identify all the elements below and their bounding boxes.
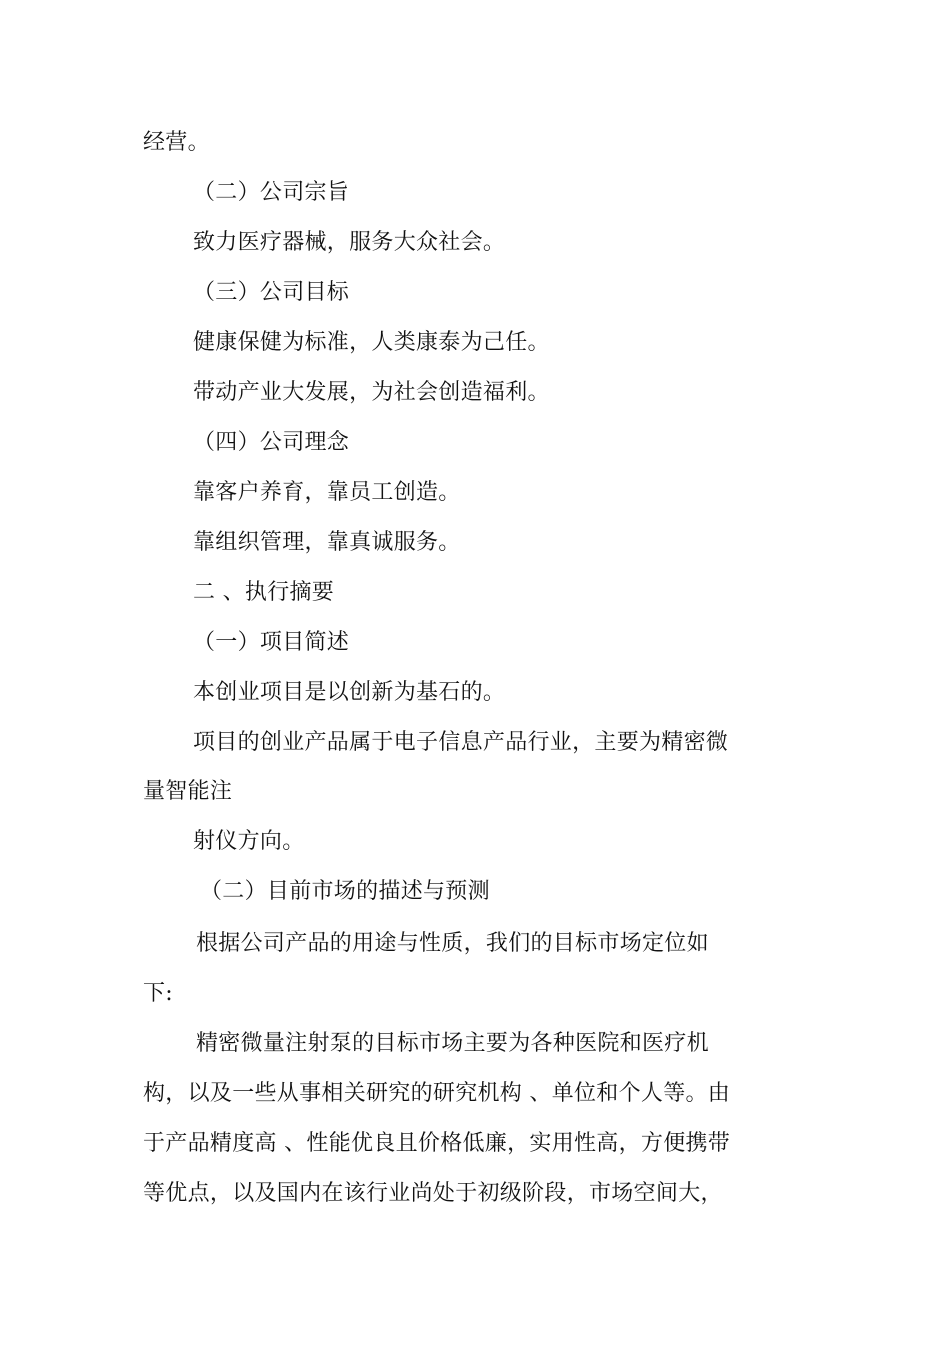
text-line-continuation: 经营。 — [143, 130, 210, 155]
section-heading-project-overview: （一）项目简述 — [193, 630, 350, 655]
paragraph-line: 靠组织管理，靠真诚服务。 — [193, 530, 461, 555]
section-heading-goal: （三）公司目标 — [193, 280, 350, 305]
paragraph-line: 靠客户养育，靠员工创造。 — [193, 480, 461, 505]
paragraph-line: 量智能注 — [143, 779, 233, 804]
paragraph-line: 致力医疗器械，服务大众社会。 — [193, 230, 506, 255]
paragraph-line: 构，以及一些从事相关研究的研究机构 、单位和个人等。由 — [143, 1081, 731, 1106]
section-heading-purpose: （二）公司宗旨 — [193, 180, 350, 205]
paragraph-line: 健康保健为标准，人类康泰为己任。 — [193, 330, 550, 355]
paragraph-line: 项目的创业产品属于电子信息产品行业，主要为精密微 — [193, 730, 729, 755]
paragraph-line: 于产品精度高 、性能优良且价格低廉，实用性高，方便携带 — [143, 1131, 731, 1156]
paragraph-line: 精密微量注射泵的目标市场主要为各种医院和医疗机 — [196, 1031, 709, 1056]
section-heading-philosophy: （四）公司理念 — [193, 430, 350, 455]
paragraph-line: 带动产业大发展，为社会创造福利。 — [193, 380, 550, 405]
paragraph-line: 射仪方向。 — [193, 829, 305, 854]
paragraph-line: 等优点，以及国内在该行业尚处于初级阶段，市场空间大， — [143, 1181, 723, 1206]
paragraph-line: 根据公司产品的用途与性质，我们的目标市场定位如 — [196, 931, 709, 956]
section-heading-market: （二）目前市场的描述与预测 — [200, 879, 490, 904]
paragraph-line: 下: — [143, 981, 174, 1006]
chapter-heading-executive-summary: 二 、执行摘要 — [193, 580, 335, 605]
paragraph-line: 本创业项目是以创新为基石的。 — [193, 680, 506, 705]
